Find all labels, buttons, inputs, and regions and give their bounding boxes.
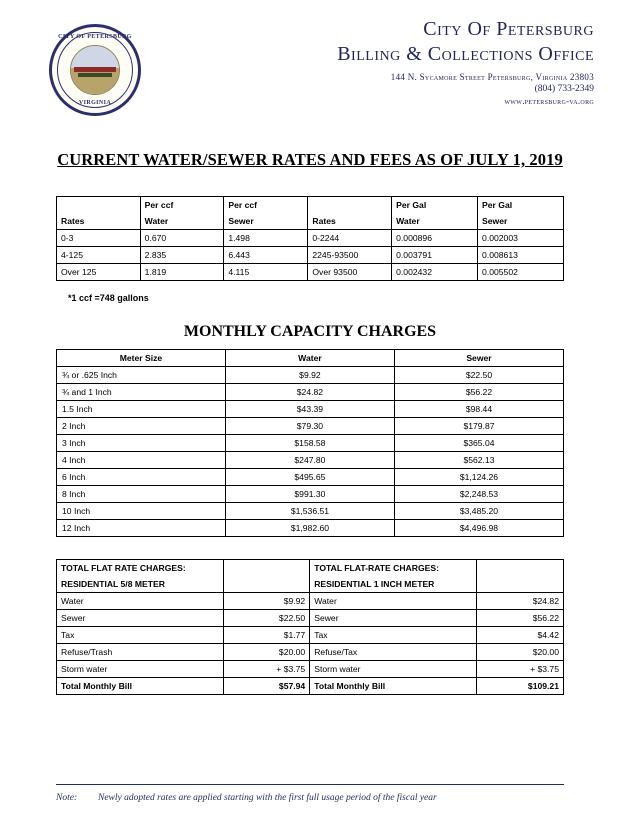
rates-ccf-sewer: 6.443 xyxy=(224,247,308,264)
rates-ccf-water: 1.819 xyxy=(140,264,224,281)
rates-header-row-1 xyxy=(57,197,564,214)
flat-right-title-blank xyxy=(476,560,563,577)
rates-header-per-gal-sewer-1: Per Gal xyxy=(478,197,564,214)
flat-left-title-line1: TOTAL FLAT RATE CHARGES: xyxy=(57,560,224,577)
rates-header-blank-right xyxy=(308,197,392,214)
rates-gal-range: Over 93500 xyxy=(308,264,392,281)
capacity-water-charge: $495.65 xyxy=(225,469,394,486)
office-address: 144 N. Sycamore Street Petersburg, Virginia 23803 xyxy=(390,72,594,82)
table-row xyxy=(57,452,564,469)
rates-ccf-range: Over 125 xyxy=(57,264,141,281)
capacity-sewer-charge: $98.44 xyxy=(394,401,563,418)
footer-note-label: Note: xyxy=(56,793,78,803)
flat-right-title-blank-2 xyxy=(476,576,563,593)
rates-header-per-gal-water-1: Per Gal xyxy=(392,197,478,214)
capacity-meter-size: 8 Inch xyxy=(57,486,226,503)
table-row xyxy=(57,384,564,401)
table-row xyxy=(57,503,564,520)
capacity-water-charge: $991.30 xyxy=(225,486,394,503)
capacity-water-charge: $158.58 xyxy=(225,435,394,452)
table-row xyxy=(57,367,564,384)
capacity-sewer-charge: $562.13 xyxy=(394,452,563,469)
flat-left-amount: $1.77 xyxy=(223,627,310,644)
rates-header-blank-left xyxy=(57,197,141,214)
table-row xyxy=(57,435,564,452)
organization-name: City Of Petersburg xyxy=(423,18,594,40)
capacity-sewer-charge: $365.04 xyxy=(394,435,563,452)
flat-rate-table xyxy=(56,559,564,695)
flat-right-label: Water xyxy=(310,593,477,610)
flat-right-total-label: Total Monthly Bill xyxy=(310,678,477,695)
capacity-header-meter-size: Meter Size xyxy=(57,350,226,367)
flat-right-title-line2: RESIDENTIAL 1 INCH METER xyxy=(310,576,477,593)
city-seal-icon xyxy=(49,24,141,116)
table-row xyxy=(57,593,564,610)
rates-header-per-ccf-sewer-2: Sewer xyxy=(224,213,308,230)
capacity-sewer-charge: $179.87 xyxy=(394,418,563,435)
flat-left-title-blank-2 xyxy=(223,576,310,593)
ccf-conversion-note: *1 ccf =748 gallons xyxy=(68,293,149,303)
flat-left-amount: $22.50 xyxy=(223,610,310,627)
capacity-meter-size: 4 Inch xyxy=(57,452,226,469)
rates-gal-sewer: 0.002003 xyxy=(478,230,564,247)
capacity-sewer-charge: $22.50 xyxy=(394,367,563,384)
document-footer xyxy=(0,784,620,803)
rates-ccf-range: 4-125 xyxy=(57,247,141,264)
footer-note-text: Newly adopted rates are applied starting with the first full usage period of the fiscal year xyxy=(98,793,437,803)
capacity-table-container xyxy=(0,349,620,537)
seal-bottom-text: VIRGINIA xyxy=(78,100,112,106)
department-name: Billing & Collections Office xyxy=(337,43,594,65)
city-seal-container xyxy=(20,18,170,116)
rates-ccf-sewer: 4.115 xyxy=(224,264,308,281)
capacity-water-charge: $1,982.60 xyxy=(225,520,394,537)
rates-header-rates-right: Rates xyxy=(308,213,392,230)
flat-left-title-line2: RESIDENTIAL 5/8 METER xyxy=(57,576,224,593)
header-title-block xyxy=(170,18,600,106)
capacity-water-charge: $1,536.51 xyxy=(225,503,394,520)
document-header xyxy=(0,0,620,116)
flat-right-title-line1: TOTAL FLAT-RATE CHARGES: xyxy=(310,560,477,577)
rates-header-rates-left: Rates xyxy=(57,213,141,230)
capacity-charges-table xyxy=(56,349,564,537)
rates-header-per-ccf-water-1: Per ccf xyxy=(140,197,224,214)
capacity-sewer-charge: $3,485.20 xyxy=(394,503,563,520)
table-row xyxy=(57,661,564,678)
capacity-header-row xyxy=(57,350,564,367)
flat-right-amount: $20.00 xyxy=(476,644,563,661)
footer-divider xyxy=(56,784,564,785)
flat-right-label: Sewer xyxy=(310,610,477,627)
rates-ccf-range: 0-3 xyxy=(57,230,141,247)
rates-ccf-water: 0.670 xyxy=(140,230,224,247)
flat-right-total-amount: $109.21 xyxy=(476,678,563,695)
capacity-meter-size: 1.5 Inch xyxy=(57,401,226,418)
rates-gal-range: 2245-93500 xyxy=(308,247,392,264)
flat-title-row-2 xyxy=(57,576,564,593)
flat-left-amount: $9.92 xyxy=(223,593,310,610)
rates-ccf-sewer: 1.498 xyxy=(224,230,308,247)
capacity-sewer-charge: $4,496.98 xyxy=(394,520,563,537)
flat-right-label: Storm water xyxy=(310,661,477,678)
flat-left-label: Tax xyxy=(57,627,224,644)
seal-sky xyxy=(71,46,119,68)
rates-gal-water: 0.000896 xyxy=(392,230,478,247)
footer-note xyxy=(56,793,564,803)
seal-emblem xyxy=(70,45,120,95)
flat-right-amount: $24.82 xyxy=(476,593,563,610)
capacity-header-sewer: Sewer xyxy=(394,350,563,367)
table-row xyxy=(57,644,564,661)
capacity-water-charge: $247.80 xyxy=(225,452,394,469)
rates-header-per-gal-water-2: Water xyxy=(392,213,478,230)
flat-left-label: Sewer xyxy=(57,610,224,627)
rates-gal-water: 0.002432 xyxy=(392,264,478,281)
flat-left-title-blank xyxy=(223,560,310,577)
capacity-meter-size: 6 Inch xyxy=(57,469,226,486)
rates-header-per-gal-sewer-2: Sewer xyxy=(478,213,564,230)
capacity-water-charge: $43.39 xyxy=(225,401,394,418)
capacity-sewer-charge: $1,124.26 xyxy=(394,469,563,486)
rates-ccf-water: 2.835 xyxy=(140,247,224,264)
table-row xyxy=(57,418,564,435)
table-row xyxy=(57,627,564,644)
capacity-header-water: Water xyxy=(225,350,394,367)
flat-right-amount: $4.42 xyxy=(476,627,563,644)
flat-left-label: Storm water xyxy=(57,661,224,678)
rates-gal-sewer: 0.008613 xyxy=(478,247,564,264)
rates-gal-sewer: 0.005502 xyxy=(478,264,564,281)
flat-left-total-amount: $57.94 xyxy=(223,678,310,695)
capacity-water-charge: $9.92 xyxy=(225,367,394,384)
table-row xyxy=(57,469,564,486)
flat-left-total-label: Total Monthly Bill xyxy=(57,678,224,695)
flat-left-amount: $20.00 xyxy=(223,644,310,661)
table-row xyxy=(57,264,564,281)
flat-left-label: Water xyxy=(57,593,224,610)
table-row xyxy=(57,610,564,627)
flat-right-label: Tax xyxy=(310,627,477,644)
page-title: CURRENT WATER/SEWER RATES AND FEES AS OF JULY 1, 2019 xyxy=(57,150,563,169)
capacity-meter-size: 12 Inch xyxy=(57,520,226,537)
rates-header-per-ccf-sewer-1: Per ccf xyxy=(224,197,308,214)
seal-band-red xyxy=(74,67,116,72)
capacity-section-title: MONTHLY CAPACITY CHARGES xyxy=(183,323,437,340)
flat-left-amount: + $3.75 xyxy=(223,661,310,678)
flat-right-amount: + $3.75 xyxy=(476,661,563,678)
capacity-water-charge: $24.82 xyxy=(225,384,394,401)
seal-band-green xyxy=(78,73,113,77)
capacity-meter-size: 2 Inch xyxy=(57,418,226,435)
rates-header-row-2 xyxy=(57,213,564,230)
seal-top-text: CITY OF PETERSBURG xyxy=(58,34,132,40)
capacity-sewer-charge: $2,248.53 xyxy=(394,486,563,503)
office-website: www.petersburg-va.org xyxy=(504,96,594,106)
capacity-sewer-charge: $56.22 xyxy=(394,384,563,401)
capacity-meter-size: ¾ and 1 Inch xyxy=(57,384,226,401)
flat-rate-tables-container xyxy=(0,559,620,695)
capacity-meter-size: 3 Inch xyxy=(57,435,226,452)
flat-title-row-1 xyxy=(57,560,564,577)
capacity-meter-size: 10 Inch xyxy=(57,503,226,520)
flat-right-amount: $56.22 xyxy=(476,610,563,627)
capacity-meter-size: ¾ or .625 Inch xyxy=(57,367,226,384)
table-row xyxy=(57,401,564,418)
flat-left-label: Refuse/Trash xyxy=(57,644,224,661)
rates-table xyxy=(56,196,564,281)
table-row xyxy=(57,230,564,247)
rates-table-container xyxy=(0,196,620,281)
table-row xyxy=(57,486,564,503)
flat-right-label: Refuse/Tax xyxy=(310,644,477,661)
capacity-water-charge: $79.30 xyxy=(225,418,394,435)
office-phone: (804) 733-2349 xyxy=(534,84,594,94)
table-row xyxy=(57,247,564,264)
rates-header-per-ccf-water-2: Water xyxy=(140,213,224,230)
flat-total-row xyxy=(57,678,564,695)
rates-gal-range: 0-2244 xyxy=(308,230,392,247)
table-row xyxy=(57,520,564,537)
rates-gal-water: 0.003791 xyxy=(392,247,478,264)
